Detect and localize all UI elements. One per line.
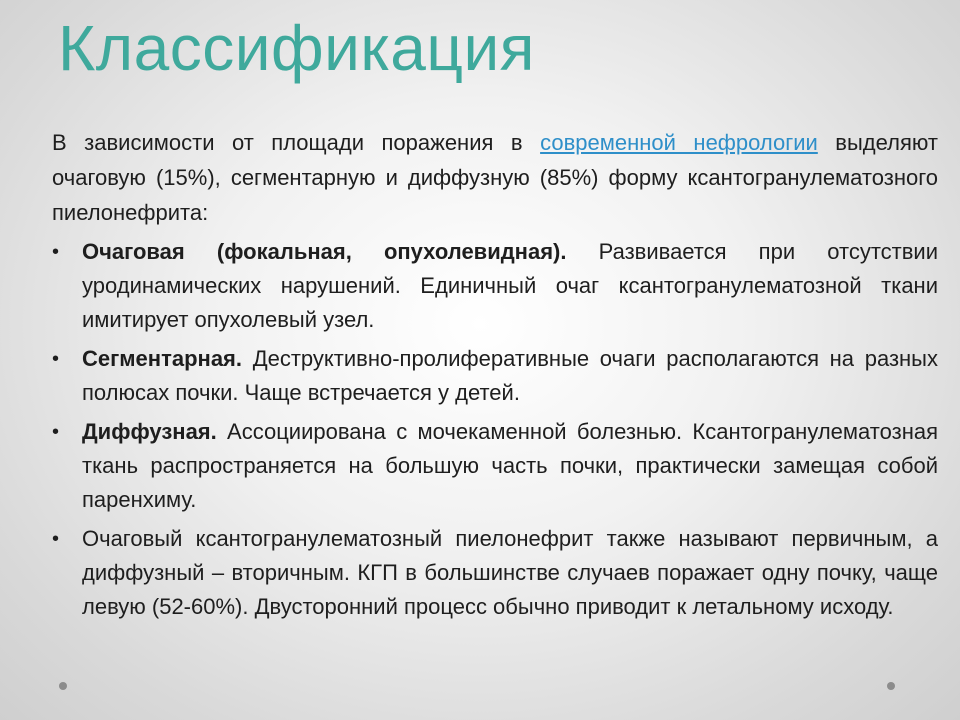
bullet-icon: • — [52, 348, 60, 370]
list-item — [52, 415, 938, 517]
item-text: Развивается при отсутствии уродинамических нарушений. Единичный очаг ксантогранулематозной ткани имитирует опухолевый узел. — [82, 239, 939, 332]
nephrology-link[interactable]: современной нефрологии — [540, 130, 818, 155]
decorative-dot-left-icon — [59, 682, 67, 690]
item-text: Ассоциирована с мочекаменной болезнью. Ксантогранулематозная ткань распространяется на большую часть почки, практически замещая собой паренхиму. — [82, 419, 938, 512]
item-text: Деструктивно-пролиферативные очаги располагаются на разных полюсах почки. Чаще встречается у детей. — [82, 346, 938, 405]
list-item — [52, 342, 938, 410]
bullet-list — [52, 235, 938, 624]
slide-content — [52, 125, 938, 624]
list-item — [52, 235, 938, 337]
bullet-icon: • — [52, 421, 60, 443]
intro-text-continued: выделяют очаговую (15%), сегментарную и диффузную (85%) форму ксантогранулематозного пиелонефрита: — [52, 130, 938, 225]
intro-paragraph — [52, 125, 938, 230]
item-heading: Диффузная. — [82, 419, 217, 444]
decorative-dot-right-icon — [887, 682, 895, 690]
bullet-icon: • — [52, 528, 60, 550]
item-heading: Сегментарная. — [82, 346, 243, 371]
bullet-icon: • — [52, 241, 60, 263]
slide-title: Классификация — [58, 12, 535, 84]
intro-text: В зависимости от площади поражения в — [52, 130, 541, 155]
item-text: Очаговый ксантогранулематозный пиелонефрит также называют первичным, а диффузный – вторичным. КГП в большинстве случаев поражает одну почку, чаще левую (52-60%). Двусторонний процесс обычно приводит к летальному исходу. — [82, 526, 938, 619]
item-heading: Очаговая (фокальная, опухолевидная). — [82, 239, 567, 264]
list-item — [52, 522, 938, 624]
